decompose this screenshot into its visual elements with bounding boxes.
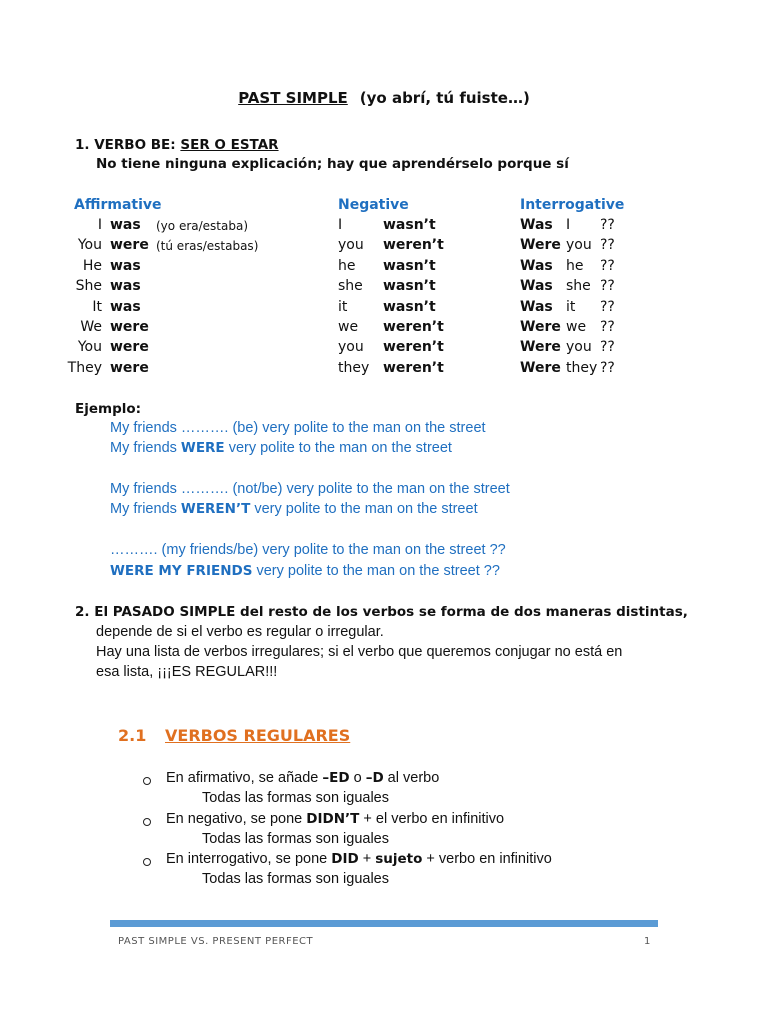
negative-verb: weren’t xyxy=(383,339,444,355)
example-text: very polite to the man on the street xyxy=(254,501,478,517)
section1-note: No tiene ninguna explicación; hay que aprendérselo porque sí xyxy=(96,156,569,172)
example-text: My friends xyxy=(110,440,177,456)
section1-label: VERBO BE: xyxy=(94,137,176,153)
footer-bar xyxy=(110,920,658,927)
pronoun: You xyxy=(77,237,102,253)
header-interrogative: Interrogative xyxy=(520,197,625,213)
question-marks: ?? xyxy=(600,360,615,376)
section1-label-underlined: SER O ESTAR xyxy=(180,137,279,153)
title-main: PAST SIMPLE xyxy=(238,89,348,107)
example-line-4 xyxy=(110,501,478,517)
bullet-text: al verbo xyxy=(383,770,440,786)
example-line-1: My friends ………. (be) very polite to the man on the street xyxy=(110,420,486,436)
example-text: very polite to the man on the street xyxy=(228,440,452,456)
negative-pronoun: you xyxy=(338,339,364,355)
negative-pronoun: you xyxy=(338,237,364,253)
section1-heading xyxy=(75,137,279,153)
pronoun: I xyxy=(97,217,102,233)
example-text: very polite to the man on the street ?? xyxy=(256,563,500,579)
question-marks: ?? xyxy=(600,258,615,274)
affirmative-verb: were xyxy=(110,237,149,253)
negative-pronoun: I xyxy=(338,217,343,233)
bullet-subtext: Todas las formas son iguales xyxy=(202,831,389,847)
page-title xyxy=(0,89,768,107)
interrogative-pronoun: he xyxy=(566,258,584,274)
bullet-text: En negativo, se pone xyxy=(166,811,307,827)
negative-verb: wasn’t xyxy=(383,217,436,233)
page-number: 1 xyxy=(644,936,651,947)
affirmative-verb: was xyxy=(110,217,141,233)
interrogative-verb: Was xyxy=(520,278,553,294)
section2-number: 2. xyxy=(75,604,90,620)
interrogative-pronoun: she xyxy=(566,278,591,294)
pronoun: They xyxy=(67,360,102,376)
question-marks: ?? xyxy=(600,299,615,315)
bullet-text: En afirmativo, se añade xyxy=(166,770,323,786)
question-marks: ?? xyxy=(600,319,615,335)
section1-number: 1. xyxy=(75,137,90,153)
negative-verb: weren’t xyxy=(383,237,444,253)
bullet-circle-icon xyxy=(143,818,151,826)
example-line-3: My friends ………. (not/be) very polite to the man on the street xyxy=(110,481,510,497)
header-affirmative: Affirmative xyxy=(74,197,162,213)
section2-line-2: depende de si el verbo es regular o irregular. xyxy=(96,624,384,640)
bullet-bold: –ED xyxy=(322,770,350,786)
header-negative: Negative xyxy=(338,197,409,213)
title-sub: (yo abrí, tú fuiste…) xyxy=(359,89,530,107)
bullet-text: En interrogativo, se pone xyxy=(166,851,332,867)
example-answer: WEREN’T xyxy=(180,501,251,517)
footer-title: PAST SIMPLE VS. PRESENT PERFECT xyxy=(118,936,314,947)
interrogative-pronoun: we xyxy=(566,319,587,335)
affirmative-verb: was xyxy=(110,278,141,294)
affirmative-verb: were xyxy=(110,360,149,376)
bullet-bold: sujeto xyxy=(375,851,423,867)
example-answer: WERE MY FRIENDS xyxy=(110,563,253,579)
interrogative-pronoun: they xyxy=(566,360,598,376)
affirmative-verb: were xyxy=(110,319,149,335)
negative-verb: wasn’t xyxy=(383,258,436,274)
section2-line-3: Hay una lista de verbos irregulares; si el verbo que queremos conjugar no está en xyxy=(96,644,623,660)
interrogative-pronoun: you xyxy=(566,339,592,355)
bullet-circle-icon xyxy=(143,858,151,866)
example-text: My friends xyxy=(110,501,177,517)
interrogative-verb: Were xyxy=(520,319,561,335)
bullet-subtext: Todas las formas son iguales xyxy=(202,790,389,806)
bullet-bold: DIDN’T xyxy=(306,811,360,827)
question-marks: ?? xyxy=(600,278,615,294)
interrogative-verb: Was xyxy=(520,299,553,315)
bullet-text: o xyxy=(349,770,366,786)
negative-pronoun: she xyxy=(338,278,363,294)
interrogative-pronoun: it xyxy=(566,299,576,315)
negative-verb: weren’t xyxy=(383,360,444,376)
negative-verb: weren’t xyxy=(383,319,444,335)
pronoun: We xyxy=(80,319,102,335)
interrogative-verb: Were xyxy=(520,339,561,355)
example-label: Ejemplo: xyxy=(75,401,142,417)
example-line-6 xyxy=(110,563,500,579)
section2-heading xyxy=(75,604,688,620)
bullet-text: + el verbo en infinitivo xyxy=(359,811,505,827)
pronoun: He xyxy=(82,258,102,274)
bullet-circle-icon xyxy=(143,777,151,785)
affirmative-verb: were xyxy=(110,339,149,355)
section2-comma: , xyxy=(682,604,688,620)
bullet-subtext: Todas las formas son iguales xyxy=(202,871,389,887)
pronoun: She xyxy=(75,278,102,294)
bullet-text: + verbo en infinitivo xyxy=(422,851,552,867)
affirmative-verb: was xyxy=(110,299,141,315)
section2-bold-text: El PASADO SIMPLE del resto de los verbos se forma de dos maneras distintas xyxy=(94,604,683,620)
example-answer: WERE xyxy=(180,440,225,456)
pronoun: It xyxy=(92,299,102,315)
translation-note: (tú eras/estabas) xyxy=(156,239,259,253)
section21-number: 2.1 xyxy=(118,726,147,745)
section21-title: VERBOS REGULARES xyxy=(165,726,351,745)
example-line-5: ………. (my friends/be) very polite to the man on the street ?? xyxy=(110,542,506,558)
translation-note: (yo era/estaba) xyxy=(156,219,248,233)
interrogative-pronoun: you xyxy=(566,237,592,253)
bullet-item xyxy=(166,811,504,827)
section2-line-4: esa lista, ¡¡¡ES REGULAR!!! xyxy=(96,664,278,680)
question-marks: ?? xyxy=(600,237,615,253)
negative-pronoun: it xyxy=(338,299,348,315)
interrogative-verb: Were xyxy=(520,360,561,376)
negative-pronoun: they xyxy=(338,360,370,376)
negative-verb: wasn’t xyxy=(383,299,436,315)
negative-verb: wasn’t xyxy=(383,278,436,294)
bullet-bold: –D xyxy=(365,770,384,786)
negative-pronoun: he xyxy=(338,258,356,274)
affirmative-verb: was xyxy=(110,258,141,274)
question-marks: ?? xyxy=(600,339,615,355)
pronoun: You xyxy=(77,339,102,355)
interrogative-verb: Was xyxy=(520,217,553,233)
example-line-2 xyxy=(110,440,452,456)
bullet-text: + xyxy=(358,851,376,867)
negative-pronoun: we xyxy=(338,319,359,335)
question-marks: ?? xyxy=(600,217,615,233)
interrogative-verb: Were xyxy=(520,237,561,253)
interrogative-verb: Was xyxy=(520,258,553,274)
bullet-item xyxy=(166,770,439,786)
bullet-bold: DID xyxy=(331,851,359,867)
interrogative-pronoun: I xyxy=(566,217,571,233)
bullet-item xyxy=(166,851,552,867)
